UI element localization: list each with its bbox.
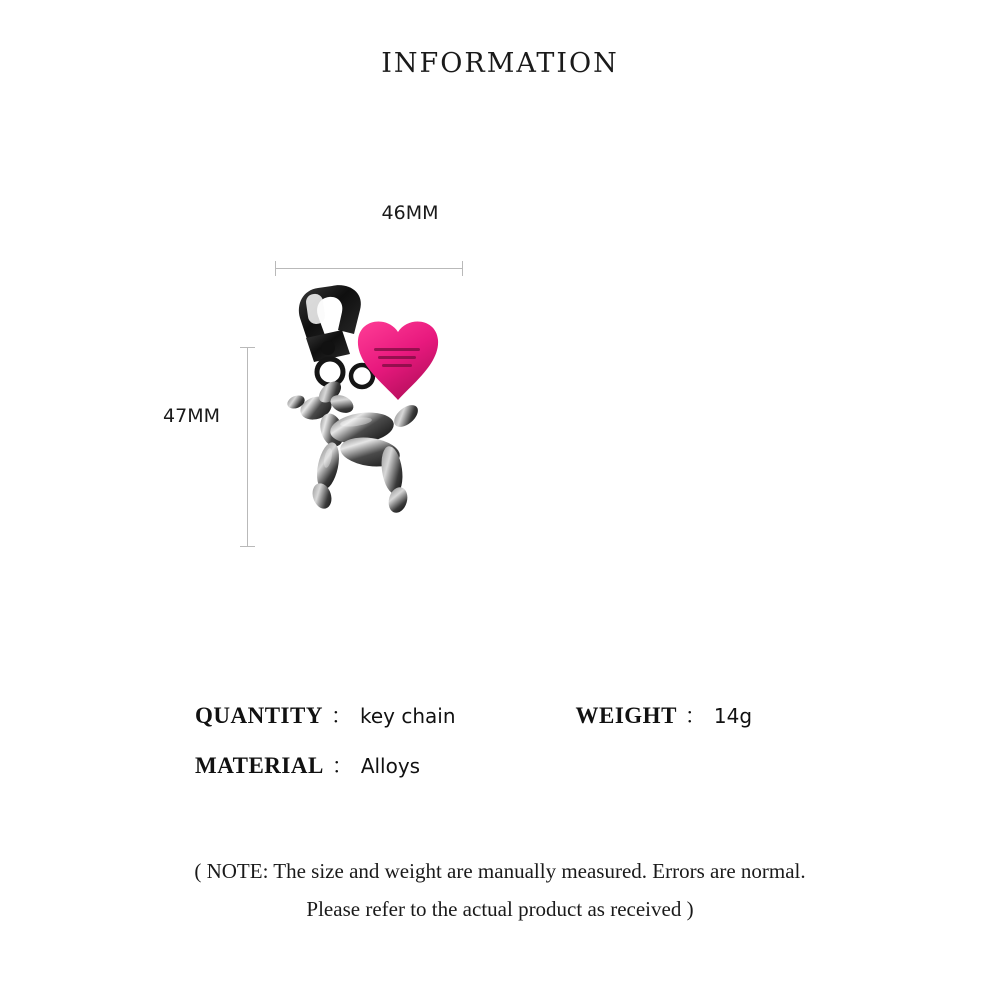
spec-colon-quantity: ： [330,704,352,728]
note-block [0,852,1000,928]
spec-row-quantity-weight [0,700,1000,750]
balloon-dog-figure [285,377,421,515]
product-image [270,280,480,580]
clasp-icon [299,285,361,362]
spec-value-weight: 14g [713,704,753,728]
width-dimension-line [275,268,463,269]
width-dimension-label: 46MM [381,202,439,224]
spec-colon-material: ： [331,754,353,778]
spec-label-material: MATERIAL [195,753,324,778]
heart-charm [358,322,438,400]
spec-label-weight: WEIGHT [575,703,677,728]
note-line-2: Please refer to the actual product as received ) [306,897,694,921]
jump-ring-icon [317,359,373,387]
spec-value-material: Alloys [360,754,421,778]
product-dimension-diagram [120,180,640,610]
page-title: INFORMATION [381,48,619,79]
specs-block [0,700,1000,800]
spec-value-quantity: key chain [359,704,456,728]
height-dimension-label: 47MM [163,405,220,427]
note-line-1: ( NOTE: The size and weight are manually measured. Errors are normal. [194,859,806,883]
spec-row-material [0,750,1000,800]
spec-label-quantity: QUANTITY [195,703,323,728]
height-dimension-line [247,347,248,547]
spec-colon-weight: ： [684,704,706,728]
